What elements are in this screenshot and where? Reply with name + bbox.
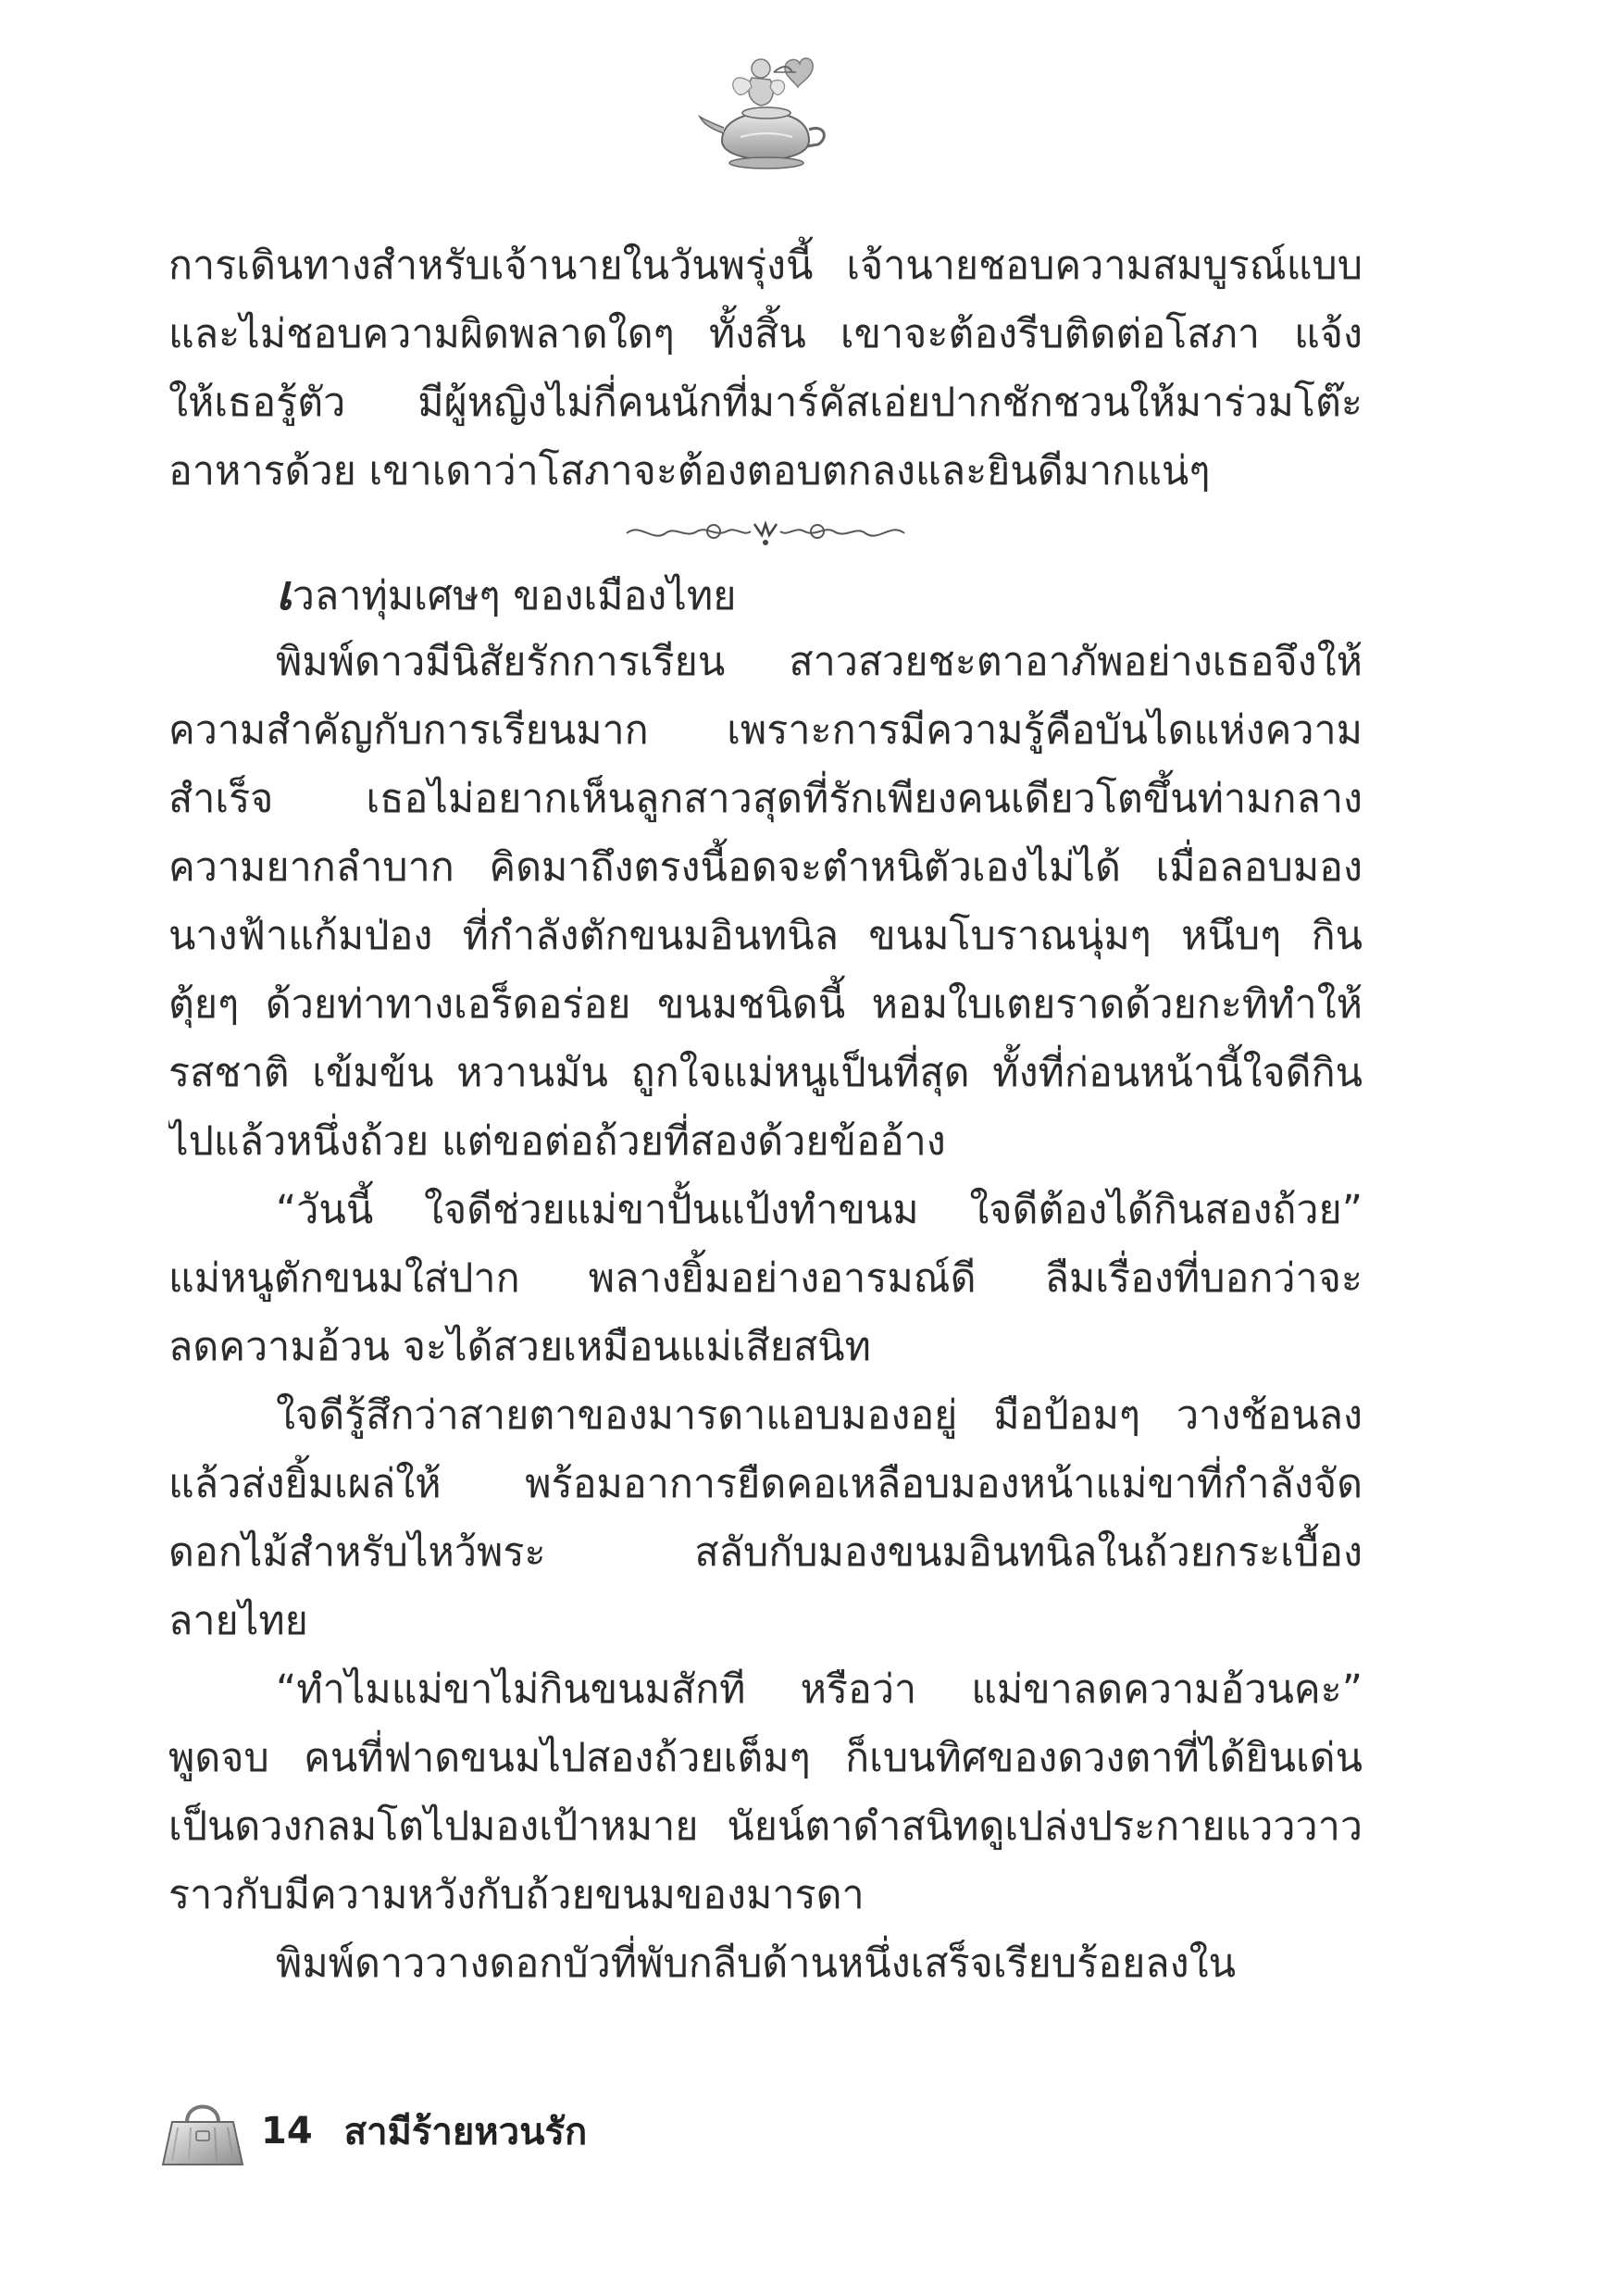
- page-footer: [159, 2094, 587, 2168]
- paragraph-continued: [168, 231, 1363, 505]
- paragraph: [168, 628, 1363, 1176]
- text-line: การเดินทางสำหรับเจ้านายในวันพรุ่งนี้ เจ้านายชอบความสมบูรณ์แบบ: [168, 243, 1363, 289]
- text-line: พิมพ์ดาววางดอกบัวที่พับกลีบด้านหนึ่งเสร็จเรียบร้อยลงใน: [276, 1940, 1236, 1987]
- paragraph: [168, 1655, 1363, 1929]
- text-line: ความสำคัญกับการเรียนมาก เพราะการมีความรู้คือบันไดแห่งความ: [168, 707, 1363, 754]
- text-line: ความยากลำบาก คิดมาถึงตรงนี้อดจะตำหนิตัวเองไม่ได้ เมื่อลอบมอง: [168, 844, 1363, 891]
- text-line: นางฟ้าแก้มป่อง ที่กำลังตักขนมอินทนิล ขนมโบราณนุ่มๆ หนึบๆ กิน: [168, 913, 1363, 959]
- text-line: “ทำไมแม่ขาไม่กินขนมสักที หรือว่า แม่ขาลดความอ้วนคะ”: [276, 1666, 1363, 1713]
- paragraph: [168, 1929, 1363, 1998]
- text-line: ลดความอ้วน จะได้สวยเหมือนแม่เสียสนิท: [168, 1324, 871, 1370]
- drop-letter: เ: [276, 566, 292, 621]
- paragraph: [168, 1381, 1363, 1655]
- text-line: แม่หนูตักขนมใส่ปาก พลางยิ้มอย่างอารมณ์ดี ลืมเรื่องที่บอกว่าจะ: [168, 1255, 1363, 1302]
- text-line: พูดจบ คนที่ฟาดขนมไปสองถ้วยเต็มๆ ก็เบนทิศของดวงตาที่ได้ยินเด่น: [168, 1735, 1363, 1781]
- opening-rest: วลาทุ่มเศษๆ ของเมืองไทย: [292, 573, 737, 619]
- book-title: สามีร้ายหวนรัก: [343, 2111, 588, 2153]
- cupid-teapot-icon: [696, 44, 835, 183]
- text-line: รสชาติ เข้มข้น หวานมัน ถูกใจแม่หนูเป็นที่สุด ทั้งที่ก่อนหน้านี้ใจดีกิน: [168, 1050, 1363, 1096]
- text-line: ตุ้ยๆ ด้วยท่าทางเอร็ดอร่อย ขนมชนิดนี้ หอมใบเตยราดด้วยกะทิทำให้: [168, 981, 1363, 1028]
- text-line: ลายไทย: [168, 1598, 308, 1644]
- page-number: 14: [261, 2110, 313, 2152]
- text-line: “วันนี้ ใจดีช่วยแม่ขาปั้นแป้งทำขนม ใจดีต้องได้กินสองถ้วย”: [276, 1187, 1363, 1233]
- text-line: ราวกับมีความหวังกับถ้วยขนมของมารดา: [168, 1872, 865, 1918]
- section-opening: [168, 559, 1363, 628]
- text-line: และไม่ชอบความผิดพลาดใดๆ ทั้งสิ้น เขาจะต้องรีบติดต่อโสภา แจ้ง: [168, 311, 1363, 357]
- text-line: อาหารด้วย เขาเดาว่าโสภาจะต้องตอบตกลงและยินดีมากแน่ๆ: [168, 448, 1211, 494]
- text-line: สำเร็จ เธอไม่อยากเห็นลูกสาวสุดที่รักเพียงคนเดียวโตขึ้นท่ามกลาง: [168, 776, 1363, 822]
- page-body-text: [168, 231, 1363, 1998]
- text-line: ดอกไม้สำหรับไหว้พระ สลับกับมองขนมอินทนิลในถ้วยกระเบื้อง: [168, 1529, 1363, 1576]
- text-line: ให้เธอรู้ตัว มีผู้หญิงไม่กี่คนนักที่มาร์คัสเอ่ยปากชักชวนให้มาร่วมโต๊ะ: [168, 380, 1363, 426]
- text-line: ไปแล้วหนึ่งถ้วย แต่ขอต่อถ้วยที่สองด้วยข้ออ้าง: [168, 1118, 946, 1165]
- text-line: แล้วส่งยิ้มเผล่ให้ พร้อมอาการยืดคอเหลือบมองหน้าแม่ขาที่กำลังจัด: [168, 1461, 1363, 1507]
- handbag-icon: [159, 2094, 246, 2168]
- text-line: เป็นดวงกลมโตไปมองเป้าหมาย นัยน์ตาดำสนิทดูเปล่งประกายแวววาว: [168, 1803, 1363, 1850]
- paragraph: [168, 1176, 1363, 1381]
- text-line: พิมพ์ดาวมีนิสัยรักการเรียน สาวสวยชะตาอาภัพอย่างเธอจึงให้: [276, 639, 1363, 685]
- section-opening-line: [168, 559, 1363, 628]
- scroll-flourish-divider-icon: [617, 511, 914, 552]
- text-line: ใจดีรู้สึกว่าสายตาของมารดาแอบมองอยู่ มือป้อมๆ วางช้อนลง: [276, 1392, 1363, 1439]
